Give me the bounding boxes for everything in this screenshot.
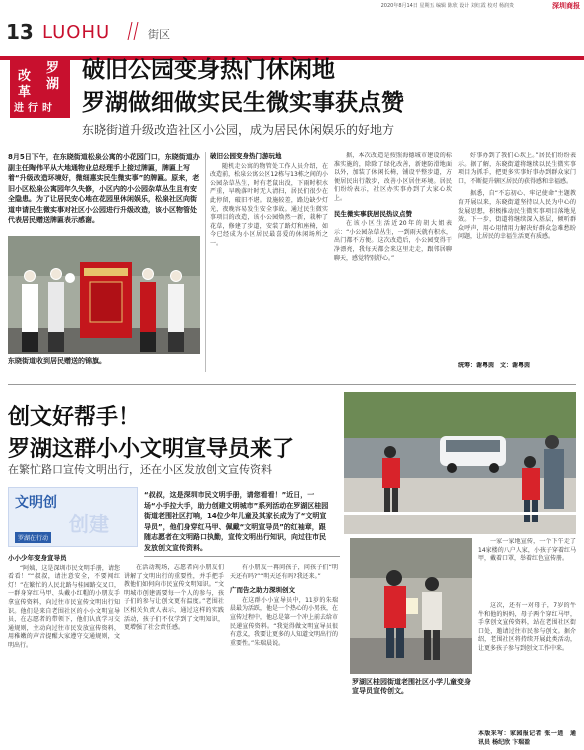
logo-char: 罗 [46, 61, 60, 76]
newspaper-brand: 深圳商报 [552, 2, 580, 10]
article-divider [8, 384, 576, 385]
column-subhead: 民生微实事获居民热议点赞 [334, 209, 412, 218]
column-divider [205, 152, 206, 372]
article1-column2 [210, 152, 328, 372]
logo-text: 文明创 [15, 495, 57, 511]
section-title-en: LUOHU [42, 22, 111, 43]
article1-lede: 8月5日下午，在东晓街道松泉公寓的小花园门口，东晓街道办副主任陶伟平从大地通物业总经理手上接过牌匾，牌匾上写着“升级改造环境好，微细惠实民生微实事”的牌匾。原来，老旧小区松泉公寓园年久失修，小区内的小公园杂草丛生且有安全隐患。为了让居民安心地在花园里休闲娱乐，松泉社区向街道申请民生微实事对社区小公园进行升级改造，该小区物管处代表居民赠送牌匾表示感谢。 [8, 153, 200, 224]
street-photo-illustration [344, 392, 576, 534]
column-subhead: 广而告之助力深圳创文 [230, 586, 295, 595]
page-number: 13 [6, 20, 34, 44]
article2-headline [8, 402, 348, 466]
top-strip [0, 0, 584, 10]
section-title-cn: 街区 [148, 28, 170, 41]
page-header [0, 16, 584, 46]
column-text: 有小朋友一再问孩子，问孩子们“明天还有吗?”“明天还有吗?我还来。” [230, 564, 338, 580]
article1-column4 [458, 152, 576, 360]
column-text: 据悉，自“不忘初心、牢记使命”主题教育开展以来，东晓街道坚持以人民为中心的发展思想，积极推动民生微实事项目落地见效。下一步，街道将继续深入基层，倾听群众呼声，用心用情用力解决好群众急难愁盼问题，让居民的幸福生活更有质感。 [458, 190, 576, 241]
logo-char: 湖 [46, 77, 60, 92]
civilization-logo [8, 487, 138, 547]
column-text: 在活动现场，志愿者向小朋友们讲解了文明出行的重要性，并手把手教他们如何向市民宣传文明知识。“文明城市创建需要每一个人的参与，孩子们的参与让创文更有温度。”老围社区相关负责人表示，通过这样的实践活动，孩子们不仅学到了文明知识，更增强了社会责任感。 [124, 564, 224, 632]
column-text: 随机走公寓的物管处工作人员介绍，在改造前，松泉公寓公区12栋与13栋之间的小公园杂草丛生，时有老鼠出没，下雨时积水严重，早晚落叶时无人清扫，居民们很少在此停留，破旧不堪。设施较差，路边缺少灯光，夜晚容易发生安全事故。通过民生微实事项目的改造，该小公园焕然一新，栽种了花草，修建了步道，安装了路灯和座椅，如今已经成为小区居民最喜爱的休闲场所之一。 [210, 162, 328, 247]
article1-headline [82, 54, 572, 120]
headline-line: 破旧公园变身热门休闲地 [82, 57, 335, 83]
logo-char: 革 [18, 85, 32, 100]
article-divider [144, 556, 340, 557]
column-subhead: 破旧公园变身热门游玩地 [210, 152, 282, 160]
article1-photo-caption: 东晓街道收到居民赠送的锦旗。 [8, 357, 106, 365]
banner-photo-illustration [8, 236, 200, 354]
article1-byline: 统筹：谢粤茵 文：谢粤茵 [458, 362, 531, 369]
article2-subheadline: 在繁忙路口宣传文明出行，还在小区发放创文宣传资料 [8, 463, 272, 476]
logo-char: 进 [14, 103, 24, 114]
article2-column4b [478, 602, 576, 732]
logo-tag: 罗湖在行动 [15, 532, 51, 543]
article2-column1 [8, 554, 120, 744]
column-text: “阿姨，这是深圳市民文明手册，请您看看！”“叔叔，请注意安全，不要闯红灯！”在繁忙的人民北路与桂园路交叉口，一群身穿红马甲、头戴小红帽的小朋友手拿宣传资料，向过往市民宣传文明出行知识。他们是来自老围社区的小小文明宣导员，在志愿者的带领下，他们认真学习交通规则，主动向过往市民发放宣传资料，用稚嫩的声音提醒大家遵守交通规则，文明出行。 [8, 564, 120, 649]
column-subhead: 小小少年变身宣导员 [8, 554, 67, 562]
column-text: 据，本次改造是按照海德城市建设的标准实施的，除除了绿化改善，新建防滑地面以外，加装了休闲长椅，铺设平整步道，方便居民出行散步，改善小区居住环境。居民们纷纷表示，社区办实事办到了大家心坎上。 [334, 152, 452, 202]
column-text: 这次，还有一对母子，7岁的牛牛和他的妈妈，母子两个穿红马甲，手拿创文宣传资料，站在老围社区街口处，邀请过往市民参与创文。据介绍，老围社区将持续开展此类活动，让更多孩子参与到创文工作中来。 [478, 602, 576, 652]
logo-char: 改 [18, 69, 32, 84]
article2-photo-caption: 罗湖区桂园街道老围社区小学儿童变身宣导员宣传创文。 [352, 678, 471, 695]
article1-photo [8, 236, 200, 354]
article2-column2 [124, 564, 224, 744]
column-text: 一家一家地宣传，一个下午走了14家楼的八户人家，小孩子穿着红马甲，戴着口罩，举着红色宣传册。 [478, 538, 576, 563]
article1-column3 [334, 152, 452, 372]
headline-line: 罗湖做细做实民生微实事获点赞 [82, 90, 404, 116]
headline-line: 罗湖这群小小文明宣导员来了 [8, 437, 295, 462]
article2-photo-children [350, 538, 472, 674]
article2-column3 [230, 564, 338, 744]
headline-line: 创文好帮手！ [8, 405, 141, 430]
reform-logo [10, 56, 70, 118]
article2-column4 [478, 538, 576, 600]
article2-photo-street [344, 392, 576, 534]
logo-char: 时 [42, 103, 52, 114]
column-text: 好事办到了我们心坎上。”居民们纷纷表示。据了解，东晓街道将继续以民生微实事项目为抓手，把更多实事好事办到群众家门口，不断提升辖区居民的获得感和幸福感。 [458, 152, 576, 185]
column-text: 在该小区生活近20年的胡大姐表示：“小公园杂草丛生，一到雨天就有积水，出门都不方便。这次改造后，小公园变得干净漂亮，我每天都会来这里走走，跟邻居聊聊天，感觉特别舒心。” [334, 220, 452, 262]
children-photo-illustration [350, 538, 472, 674]
article2-lede: “叔叔，这是深圳市民文明手册，请您看看！”近日，一场“小手拉大手，助力创建文明城市”系列活动在罗湖区桂园街道老围社区打响，14位少年儿童及其家长成为了“文明宣导员”，他们身穿红马甲、佩戴“文明宣导员”的红袖章，跟随志愿者在文明路口执勤，宣传文明出行知识，向过往市民发放创文宣传资料。 [144, 491, 329, 552]
column-text: 在这群小小宣导员中，11岁的朱瑞晨最为活跃，他是一个热心的小男孩，在宣传过程中，他总是第一个冲上前去给市民递宣传资料。“我觉得做文明宣导员很有意义，我要让更多的人知道文明出行的重要性。”朱瑞晨说。 [230, 596, 338, 647]
article1-subheadline: 东晓街道升级改造社区小公园，成为居民休闲娱乐的好地方 [82, 123, 395, 137]
logo-text: 创建 [69, 512, 109, 536]
article2-byline: 本版采写：家园报记者 张一逍 通讯员 杨纪欣 卞瑞盈 [478, 730, 576, 746]
separator-icon [124, 22, 144, 40]
issue-meta: 2020年8月14日 星期五 编辑 陈欣 设计 刘红霞 校对 杨润贵 [380, 3, 514, 9]
logo-char: 行 [28, 103, 38, 114]
